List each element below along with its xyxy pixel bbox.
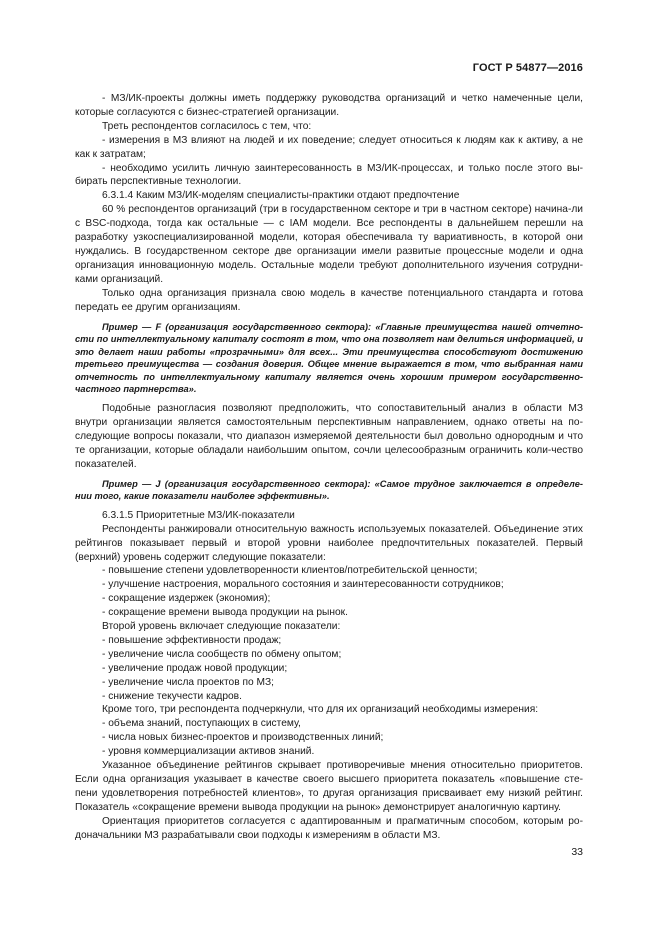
measurement-list (75, 717, 583, 759)
list-item: - сокращение издержек (экономия); (102, 593, 271, 605)
page-number: 33 (571, 846, 583, 858)
paragraph: Ориентация приоритетов согласуется с адаптированным и прагматичным способом, которым ро-доначальники МЗ разрабатывали свои подходы к измерениям в области МЗ. (75, 815, 583, 841)
section-heading: 6.3.1.4 Каким МЗ/ИК-моделям специалисты-практики отдают предпочтение (102, 190, 460, 202)
standard-header: ГОСТ Р 54877—2016 (472, 62, 583, 74)
list-item: - увеличение числа сообществ по обмену опытом; (102, 648, 342, 660)
list-item: - повышение эффективности продаж; (102, 634, 282, 646)
example-block: Пример — F (организация государственного сектора): «Главные преимущества нашей отчетно-сти по интеллектуальному капиталу состоят в том, что она позволяет нам делиться информацией, и это делает наши работы «прозрачными» для всех... Эти преимущества способствуют достижению третьего преимущества — создания доверия. Общее мнение выражается в том, что выбранная нами отчетность по интеллектуальному капиталу является очень хорошим примером государственно-частного партнерства». (75, 321, 583, 395)
list-item: - повышение степени удовлетворенности клиентов/потребительской ценности; (102, 565, 478, 577)
paragraph: - необходимо усилить личную заинтересованность в МЗ/ИК-процессах, и только после этого вы-бирать перспективные технологии. (75, 162, 583, 188)
paragraph: 60 % респондентов организаций (три в государственном секторе и три в частном секторе) начина-ли с BSC-подхода, тогда как остальные — с IAM модели. Все респонденты в дальнейшем перешли на разработку узкоспециализированной модели, которая обеспечивала ту вариативность, в которой они нуждались. В государственном секторе две организации имели развитые процессные модели и одна организация инновационную модель. Остальные модели требуют дополнительного изучения сотрудни-ками организаций. (75, 204, 583, 285)
paragraph: Только одна организация признала свою модель в качестве потенциального стандарта и готова передать ее другим организациям. (75, 287, 583, 313)
paragraph: Кроме того, три респондента подчеркнули, что для их организаций необходимы измерения: (102, 704, 539, 716)
list-item: - улучшение настроения, морального состояния и заинтересованности сотрудников; (102, 579, 504, 591)
list-item: - уровня коммерциализации активов знаний. (102, 746, 315, 758)
paragraph: Респонденты ранжировали относительную важность используемых показателей. Объединение этих рейтингов показывает первый и второй уровни наиболее предпочтительных показателей. Первый (верхний) уровень содержит следующие показатели: (75, 523, 583, 563)
list-item: - объема знаний, поступающих в систему, (102, 718, 301, 730)
paragraph: Треть респондентов согласилось с тем, что: (102, 120, 312, 132)
paragraph: Указанное объединение рейтингов скрывает противоречивые мнения относительно приоритетов. Если одна организация указывает в качестве своего высшего приоритета показатель «повышение сте-пени удовлетворения потребностей клиентов», то другая организация присваивает ему низкий рейтинг. Показатель «сокращение времени вывода продукции на рынок» демонстрирует аналогичную картину. (75, 760, 583, 813)
list-item: - сокращение времени вывода продукции на рынок. (102, 607, 348, 619)
main-text (75, 92, 583, 843)
list-item: - увеличение продаж новой продукции; (102, 662, 288, 674)
paragraph: - МЗ/ИК-проекты должны иметь поддержку руководства организаций и четко намеченные цели, которые согласуются с бизнес-стратегией организации. (75, 93, 583, 118)
list-item: - числа новых бизнес-проектов и производственных линий; (102, 732, 384, 744)
indicator-list-first-level (75, 564, 583, 620)
paragraph: Подобные разногласия позволяют предположить, что сопоставительный анализ в области МЗ внутри организации является самостоятельным перспективным направлением, однако ответы на по-следующие вопросы показали, что диапазон измеряемой деятельности был довольно однородным и что те организации, которые обладали наибольшим опытом, сочли целесообразным ограничить коли-чество показателей. (75, 403, 583, 470)
paragraph: Второй уровень включает следующие показатели: (102, 621, 341, 633)
list-item: - увеличение числа проектов по МЗ; (102, 676, 274, 688)
example-block: Пример — J (организация государственного сектора): «Самое трудное заключается в определе-нии того, какие показатели наиболее эффективны». (75, 478, 583, 502)
paragraph: - измерения в МЗ влияют на людей и их поведение; следует относиться к людям как к активу, а не как к затратам; (75, 134, 583, 160)
section-heading: 6.3.1.5 Приоритетные МЗ/ИК-показатели (102, 509, 295, 521)
list-item: - снижение текучести кадров. (102, 690, 242, 702)
indicator-list-second-level (75, 634, 583, 704)
